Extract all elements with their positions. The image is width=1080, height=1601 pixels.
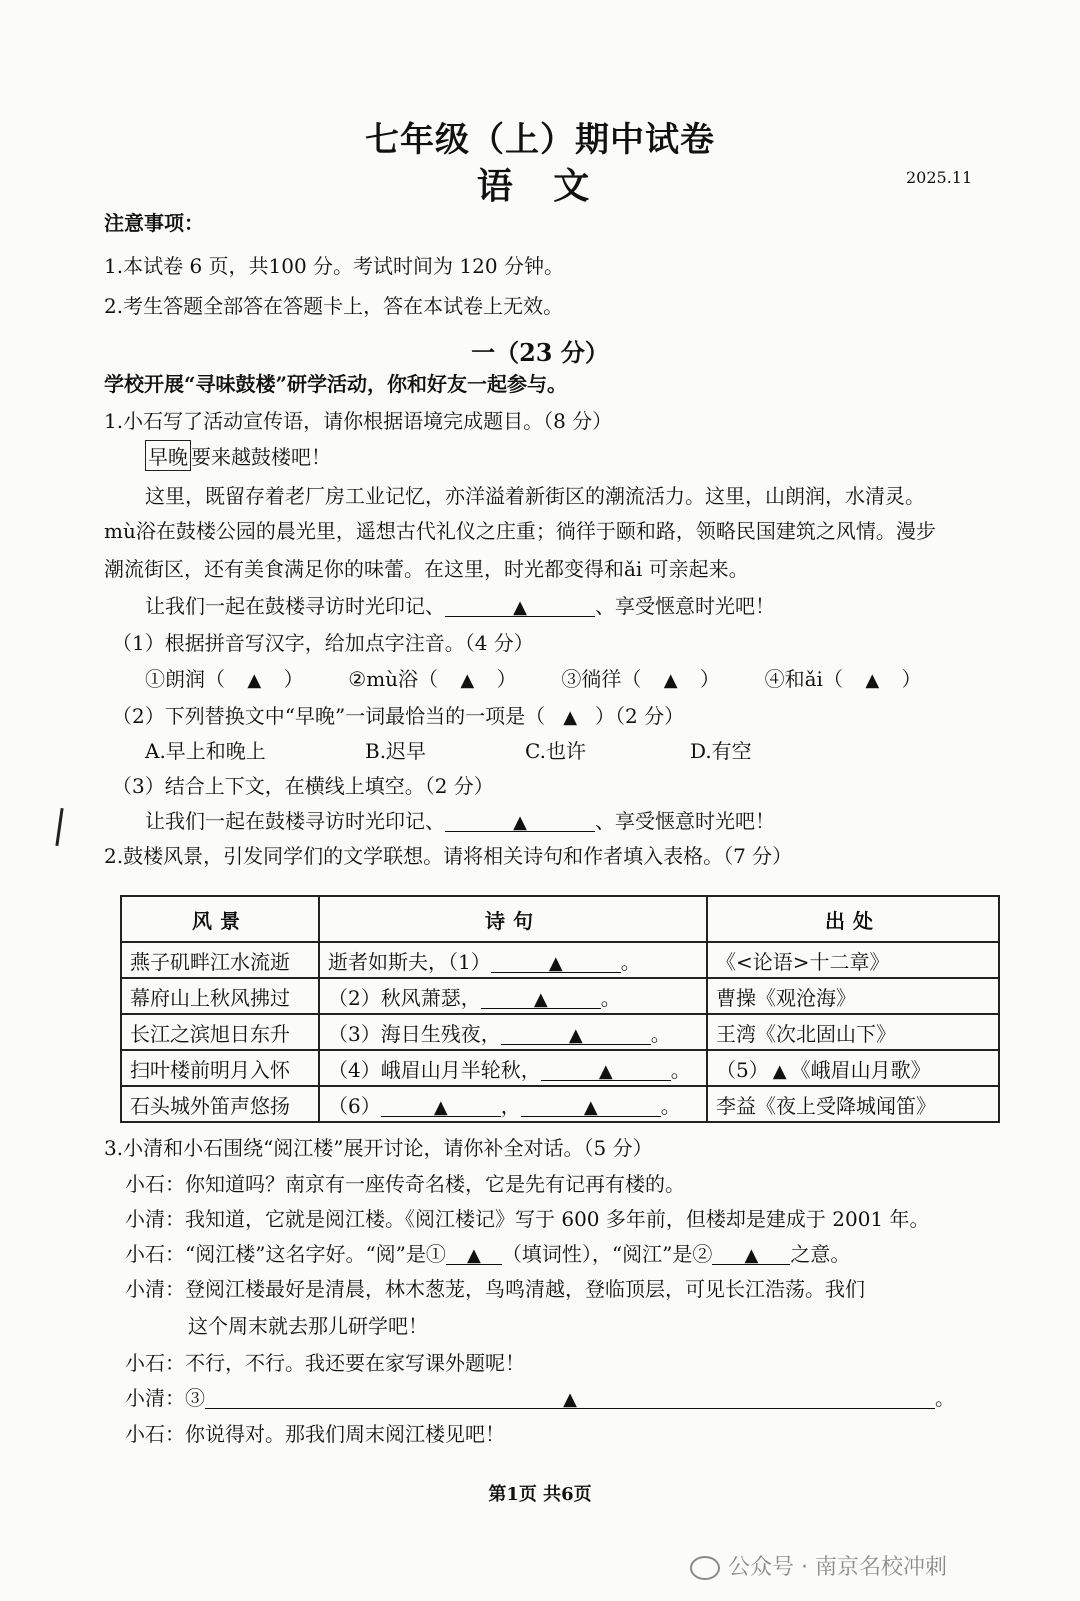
- item-4: ④和ǎi（: [764, 667, 843, 691]
- answer-blank[interactable]: [712, 1242, 790, 1265]
- dialogue-line-1: 小石：你知道吗？南京有一座传奇名楼，它是先有记再有楼的。: [125, 1172, 685, 1196]
- option-b[interactable]: B.迟早: [365, 739, 427, 763]
- q1-stem: 1.小石写了活动宣传语，请你根据语境完成题目。（8 分）: [104, 409, 613, 433]
- blank-triangle-icon[interactable]: ▲: [663, 670, 678, 691]
- verse-end: 。: [650, 1021, 671, 1046]
- answer-blank[interactable]: [381, 1094, 501, 1117]
- q1-fill-line: [145, 590, 775, 619]
- notes-heading: 注意事项：: [104, 211, 204, 235]
- answer-blank[interactable]: [491, 950, 621, 973]
- dialogue-line-6: [125, 1382, 955, 1411]
- fill-text-a: 让我们一起在鼓楼寻访时光印记、: [145, 809, 445, 833]
- answer-blank[interactable]: [481, 986, 601, 1009]
- source-cell: 王湾《次北固山下》: [707, 1014, 999, 1050]
- source-cell: 李益《夜上受降城闻笛》: [707, 1086, 999, 1122]
- source-cell: 《<论语>十二章》: [707, 942, 999, 978]
- line6-text: 小清：③: [125, 1386, 205, 1410]
- item-1-close: ）: [283, 667, 304, 691]
- verse-text: （2）秋风萧瑟，: [328, 985, 481, 1010]
- blank-triangle-icon: ▲: [548, 952, 563, 974]
- answer-blank[interactable]: [445, 809, 595, 832]
- verse-comma: ，: [500, 1093, 521, 1118]
- verse-text: 逝者如斯夫，（1）: [328, 949, 491, 974]
- blank-triangle-icon: ▲: [466, 1245, 481, 1266]
- verse-cell: [319, 978, 707, 1014]
- answer-blank[interactable]: [445, 594, 595, 617]
- blank-triangle-icon: ▲: [598, 1060, 613, 1082]
- answer-blank[interactable]: [446, 1242, 502, 1265]
- header-source: 出处: [707, 896, 999, 942]
- header-verse: 诗句: [319, 896, 707, 942]
- exam-subject: 语 文: [476, 165, 604, 207]
- fill-text-b: 、享受惬意时光吧！: [595, 594, 775, 618]
- option-d[interactable]: D.有空: [690, 739, 752, 763]
- item-1: ①朗润（: [145, 667, 225, 691]
- blank-triangle-icon: ▲: [563, 1389, 577, 1410]
- dialogue-line-7: 小石：你说得对。那我们周末阅江楼见吧！: [125, 1422, 505, 1446]
- fill-text-b: 、享受惬意时光吧！: [595, 809, 775, 833]
- blank-triangle-icon: ▲: [513, 597, 527, 618]
- page-footer: 第1页 共6页: [488, 1484, 592, 1505]
- table-header-row: [121, 896, 999, 942]
- line3-b: （填词性），“阅江”是②: [501, 1242, 713, 1266]
- dialogue-line-3: [125, 1238, 850, 1267]
- item-4-close: ）: [901, 667, 922, 691]
- blank-triangle-icon: ▲: [583, 1096, 598, 1118]
- scenery-cell: 扫叶楼前明月入怀: [121, 1050, 319, 1086]
- q3-stem: 3.小清和小石围绕“阅江楼”展开讨论，请你补全对话。（5 分）: [104, 1136, 653, 1160]
- scenery-cell: 燕子矶畔江水流逝: [121, 942, 319, 978]
- verse-end: 。: [670, 1057, 691, 1082]
- blank-triangle-icon: ▲: [744, 1245, 759, 1266]
- blank-triangle-icon[interactable]: ▲: [865, 670, 880, 691]
- item-3: ③徜徉（: [561, 667, 642, 691]
- line3-a: 小石：“阅江楼”这名字好。“阅”是①: [125, 1242, 446, 1266]
- blank-triangle-icon: ▲: [568, 1024, 583, 1046]
- verse-cell: [319, 1014, 707, 1050]
- dialogue-line-5: 小石：不行，不行。我还要在家写课外题呢！: [125, 1351, 525, 1375]
- verse-cell: [319, 1050, 707, 1086]
- blank-triangle-icon[interactable]: ▲: [772, 1060, 787, 1082]
- section-intro: 学校开展“寻味鼓楼”研学活动，你和好友一起参与。: [104, 372, 568, 396]
- dialogue-line-4b: 这个周末就去那儿研学吧！: [188, 1314, 428, 1338]
- q1-para-line-3: 潮流街区，还有美食满足你的味蕾。在这里，时光都变得和ǎi 可亲起来。: [104, 557, 749, 581]
- poem-table: [120, 895, 1000, 1123]
- verse-text: （6）: [328, 1093, 381, 1118]
- scenery-cell: 长江之滨旭日东升: [121, 1014, 319, 1050]
- dialogue-line-4a: 小清：登阅江楼最好是清晨，林木葱茏，鸟鸣清越，登临顶层，可见长江浩荡。我们: [125, 1277, 865, 1301]
- blank-triangle-icon: ▲: [513, 812, 527, 833]
- section-heading: 一（23 分）: [471, 338, 609, 367]
- pen-mark: [55, 808, 63, 846]
- fill-text-a: 让我们一起在鼓楼寻访时光印记、: [145, 594, 445, 618]
- verse-end: 。: [660, 1093, 681, 1118]
- blank-triangle-icon[interactable]: ▲: [247, 670, 262, 691]
- exam-title: 七年级（上）期中试卷: [365, 120, 715, 160]
- slogan-rest: 要来越鼓楼吧！: [191, 445, 331, 469]
- q2-stem: 2.鼓楼风景，引发同学们的文学联想。请将相关诗句和作者填入表格。（7 分）: [104, 844, 793, 868]
- slogan-boxed-word: 早晚: [145, 440, 191, 471]
- verse-text: （4）峨眉山月半轮秋，: [328, 1057, 541, 1082]
- verse-end: 。: [600, 985, 621, 1010]
- q1-para-line-1: 这里，既留存着老厂房工业记忆，亦洋溢着新街区的潮流活力。这里，山朗润，水清灵。: [145, 484, 925, 508]
- verse-cell: [319, 1086, 707, 1122]
- scenery-cell: 石头城外笛声悠扬: [121, 1086, 319, 1122]
- table-row: [121, 1050, 999, 1086]
- answer-blank[interactable]: [541, 1058, 671, 1081]
- source-prefix: （5）: [716, 1057, 769, 1082]
- watermark: [690, 1550, 947, 1581]
- scenery-cell: 幕府山上秋风拂过: [121, 978, 319, 1014]
- verse-end: 。: [620, 949, 641, 974]
- table-row: [121, 1014, 999, 1050]
- dialogue-line-2: 小清：我知道，它就是阅江楼。《阅江楼记》写于 600 多年前，但楼却是建成于 2001 年。: [125, 1207, 930, 1231]
- answer-blank[interactable]: [501, 1022, 651, 1045]
- sub2-text: （2）下列替换文中“早晚”一词最恰当的一项是（: [112, 704, 546, 728]
- table-row: [121, 978, 999, 1014]
- option-c[interactable]: C.也许: [525, 739, 586, 763]
- watermark-text: 公众号 · 南京名校冲刺: [728, 1555, 947, 1580]
- option-a[interactable]: A.早上和晚上: [145, 739, 266, 763]
- q1-para-line-2: mù浴在鼓楼公园的晨光里，遥想古代礼仪之庄重；徜徉于颐和路，领略民国建筑之风情。漫步: [104, 519, 936, 543]
- line3-c: 之意。: [790, 1242, 851, 1266]
- q1-sub2: [112, 700, 684, 729]
- answer-blank[interactable]: [521, 1094, 661, 1117]
- q1-sub3: （3）结合上下文，在横线上填空。（2 分）: [112, 774, 494, 798]
- q1-sub1: （1）根据拼音写汉字，给加点字注音。（4 分）: [112, 631, 534, 655]
- blank-triangle-icon[interactable]: ▲: [563, 707, 578, 728]
- item-3-close: ）: [699, 667, 720, 691]
- item-2: ②mù浴（: [348, 667, 439, 691]
- table-row: [121, 1086, 999, 1122]
- answer-blank[interactable]: [205, 1386, 935, 1409]
- note-2: 2.考生答题全部答在答题卡上，答在本试卷上无效。: [104, 294, 564, 318]
- header-scenery: 风景: [121, 896, 319, 942]
- exam-date: 2025.11: [906, 168, 973, 187]
- verse-text: （3）海日生残夜，: [328, 1021, 501, 1046]
- q1-sub3-fill: [145, 805, 775, 834]
- note-1: 1.本试卷 6 页，共100 分。考试时间为 120 分钟。: [104, 254, 564, 278]
- blank-triangle-icon[interactable]: ▲: [460, 670, 475, 691]
- verse-cell: [319, 942, 707, 978]
- source-title: 《峨眉山月歌》: [790, 1057, 931, 1082]
- sub2-end: ）（2 分）: [595, 704, 685, 728]
- source-cell: 曹操《观沧海》: [707, 978, 999, 1014]
- q1-slogan: [145, 440, 331, 471]
- wechat-icon: [690, 1556, 720, 1580]
- blank-triangle-icon: ▲: [433, 1096, 448, 1118]
- table-row: [121, 942, 999, 978]
- source-cell: [707, 1050, 999, 1086]
- q1-sub1-items: [145, 663, 922, 692]
- line6-end: 。: [935, 1386, 955, 1410]
- blank-triangle-icon: ▲: [533, 988, 548, 1010]
- item-2-close: ）: [496, 667, 517, 691]
